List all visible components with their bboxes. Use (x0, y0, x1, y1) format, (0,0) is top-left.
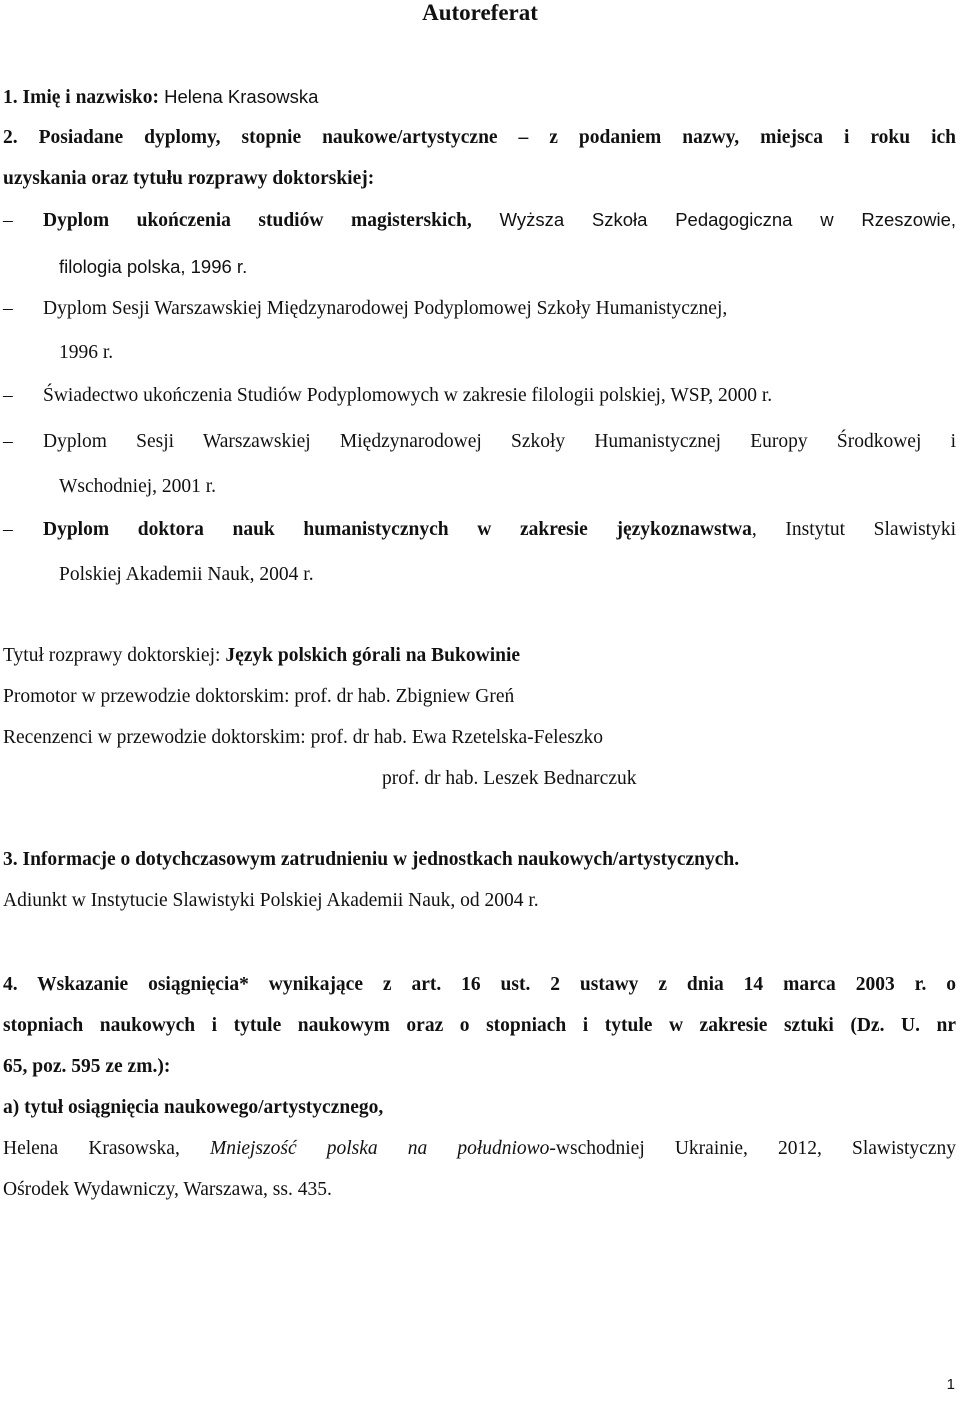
section-4-line-3: 65, poz. 595 ze zm.): (3, 1056, 171, 1077)
page-number: 1 (946, 1376, 955, 1393)
section-1-label: 1. Imię i nazwisko: (3, 87, 159, 108)
document-title: Autoreferat (422, 0, 538, 25)
diploma-item-4 (3, 431, 956, 453)
publication-title: Mniejszość polska na południowo (209, 1138, 550, 1159)
promotor-name: prof. dr hab. Zbigniew Greń (294, 686, 515, 707)
dash-bullet: – (3, 385, 13, 406)
reviewers-label: Recenzenci w przewodzie doktorskim: (3, 727, 311, 748)
diploma-2-continuation: 1996 r. (59, 342, 114, 363)
section-4-subheading-a: a) tytuł osiągnięcia naukowego/artystycznego, (3, 1097, 384, 1118)
diploma-item-2 (3, 298, 727, 320)
thesis-title: Język polskich górali na Bukowinie (225, 645, 521, 666)
diploma-1-rest: Wyższa Szkoła Pedagogiczna w Rzeszowie, (471, 209, 956, 230)
diploma-1-continuation: filologia polska, 1996 r. (59, 256, 248, 277)
diploma-5-continuation: Polskiej Akademii Nauk, 2004 r. (59, 564, 314, 585)
section-3-heading: 3. Informacje o dotychczasowym zatrudnieniu w jednostkach naukowych/artystycznych. (3, 849, 740, 870)
promotor-label: Promotor w przewodzie doktorskim: (3, 686, 295, 707)
section-2-heading-line-2: uzyskania oraz tytułu rozprawy doktorskiej: (3, 168, 375, 189)
section-1 (3, 86, 318, 109)
dash-bullet: – (3, 519, 13, 540)
promotor-line (3, 686, 514, 708)
thesis-title-line (3, 645, 520, 667)
publication-line-2: Ośrodek Wydawniczy, Warszawa, ss. 435. (3, 1179, 332, 1200)
diploma-item-3 (3, 385, 772, 407)
dash-bullet: – (3, 210, 13, 231)
diploma-4-continuation: Wschodniej, 2001 r. (59, 476, 217, 497)
publication-line-1 (3, 1138, 956, 1160)
section-4-line-1: 4. Wskazanie osiągnięcia* wynikające z art. 16 ust. 2 ustawy z dnia 14 marca 2003 r. o (3, 974, 956, 995)
section-3-text: Adiunkt w Instytucie Slawistyki Polskiej Akademii Nauk, od 2004 r. (3, 890, 539, 911)
publication-author: Helena Krasowska, (3, 1138, 210, 1159)
reviewers-line (3, 727, 603, 749)
diploma-5-rest: , Instytut Slawistyki (751, 519, 956, 540)
diploma-1-bold: Dyplom ukończenia studiów magisterskich, (43, 210, 472, 231)
diploma-item-1 (3, 209, 956, 232)
section-4-line-2: stopniach naukowych i tytule naukowym oraz o stopniach i tytule w zakresie sztuki (Dz. U. nr (3, 1015, 956, 1036)
diploma-3-text: Świadectwo ukończenia Studiów Podyplomowych w zakresie filologii polskiej, WSP, 2000 r. (43, 385, 773, 406)
section-2-heading-line-1: 2. Posiadane dyplomy, stopnie naukowe/artystyczne – z podaniem nazwy, miejsca i roku ich (3, 127, 956, 148)
diploma-5-bold: Dyplom doktora nauk humanistycznych w zakresie językoznawstwa (43, 519, 752, 540)
section-1-value: Helena Krasowska (159, 86, 319, 107)
diploma-item-5 (3, 519, 956, 541)
dash-bullet: – (3, 431, 13, 452)
publication-rest: -wschodniej Ukrainie, 2012, Slawistyczny (549, 1138, 956, 1159)
reviewer-1: prof. dr hab. Ewa Rzetelska-Feleszko (310, 727, 603, 748)
diploma-2-text: Dyplom Sesji Warszawskiej Międzynarodowej Podyplomowej Szkoły Humanistycznej, (43, 298, 728, 319)
diploma-4-text: Dyplom Sesji Warszawskiej Międzynarodowej Szkoły Humanistycznej Europy Środkowej i (43, 431, 956, 452)
thesis-title-label: Tytuł rozprawy doktorskiej: (3, 645, 226, 666)
dash-bullet: – (3, 298, 13, 319)
reviewer-2: prof. dr hab. Leszek Bednarczuk (382, 768, 637, 789)
